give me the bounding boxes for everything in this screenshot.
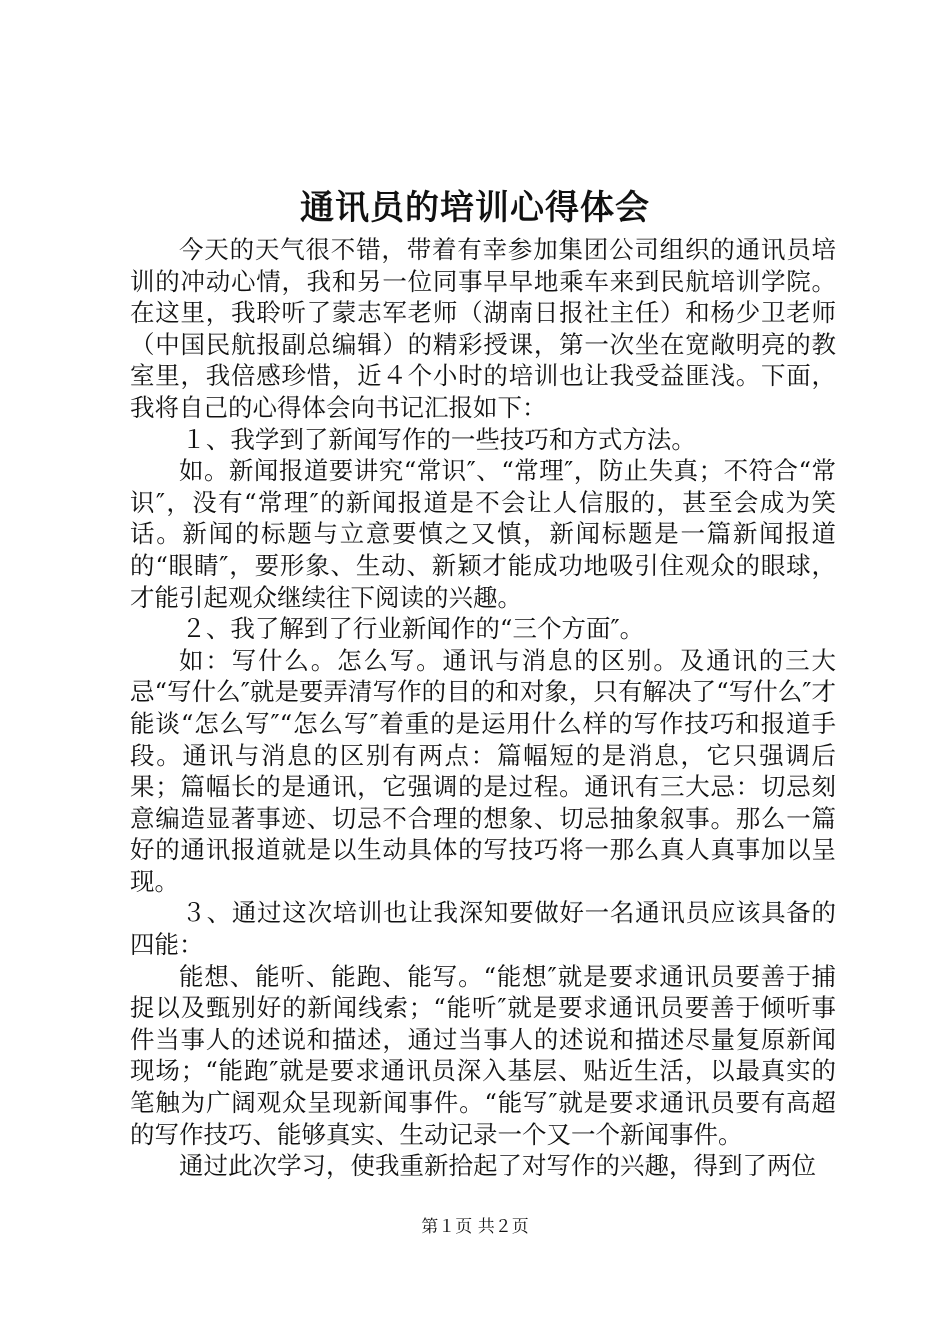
paragraph-point-2-heading: ２、我了解到了行业新闻作的“三个方面″。 xyxy=(181,614,645,644)
paragraph-point-3-body: 能想、能听、能跑、能写。“能想″就是要求通讯员要善于捕捉以及甄别好的新闻线索；“能听″就是要求通讯员要善于倾听事件当事人的述说和描述，通过当事人的述说和描述尽量复原新闻现场；“能跑″就是要求通讯员深入基层、贴近生活，以最真实的笔触为广阔观众呈现新闻事件。“能写″就是要求通讯员要有高超的写作技巧、能够真实、生动记录一个又一个新闻事件。 xyxy=(130,961,836,1149)
page-footer: 第１页 共２页 xyxy=(421,1217,529,1237)
paragraph-point-1-body: 如。新闻报道要讲究“常识″、“常理″，防止失真；不符合“常识″，没有“常理″的新闻报道是不会让人信服的，甚至会成为笑话。新闻的标题与立意要慎之又慎，新闻标题是一篇新闻报道的“眼睛″，要形象、生动、新颖才能成功地吸引住观众的眼球，才能引起观众继续往下阅读的兴趣。 xyxy=(130,456,836,612)
paragraph-point-3-heading: ３、通过这次培训也让我深知要做好一名通讯员应该具备的四能： xyxy=(130,898,836,960)
document-title: 通讯员的培训心得体会 xyxy=(300,188,650,228)
paragraph-intro: 今天的天气很不错，带着有幸参加集团公司组织的通讯员培训的冲动心情，我和另一位同事早早地乘车来到民航培训学院。在这里，我聆听了蒙志军老师（湖南日报社主任）和杨少卫老师（中国民航报副总编辑）的精彩授课，第一次坐在宽敞明亮的教室里，我倍感珍惜，近４个小时的培训也让我受益匪浅。下面，我将自己的心得体会向书记汇报如下： xyxy=(130,235,836,422)
paragraph-conclusion: 通过此次学习，使我重新拾起了对写作的兴趣，得到了两位 xyxy=(179,1151,816,1181)
document-body xyxy=(130,234,836,1182)
paragraph-point-2-body: 如：写什么。怎么写。通讯与消息的区别。及通讯的三大忌“写什么″就是要弄清写作的目的和对象，只有解决了“写什么″才能谈“怎么写″“怎么写″着重的是运用什么样的写作技巧和报道手段。通讯与消息的区别有两点：篇幅短的是消息，它只强调后果；篇幅长的是通讯，它强调的是过程。通讯有三大忌：切忌刻意编造显著事迹、切忌不合理的想象、切忌抽象叙事。那么一篇好的通讯报道就是以生动具体的写技巧将一那么真人真事加以呈现。 xyxy=(130,645,836,896)
paragraph-point-1-heading: １、我学到了新闻写作的一些技巧和方式方法。 xyxy=(181,424,696,454)
